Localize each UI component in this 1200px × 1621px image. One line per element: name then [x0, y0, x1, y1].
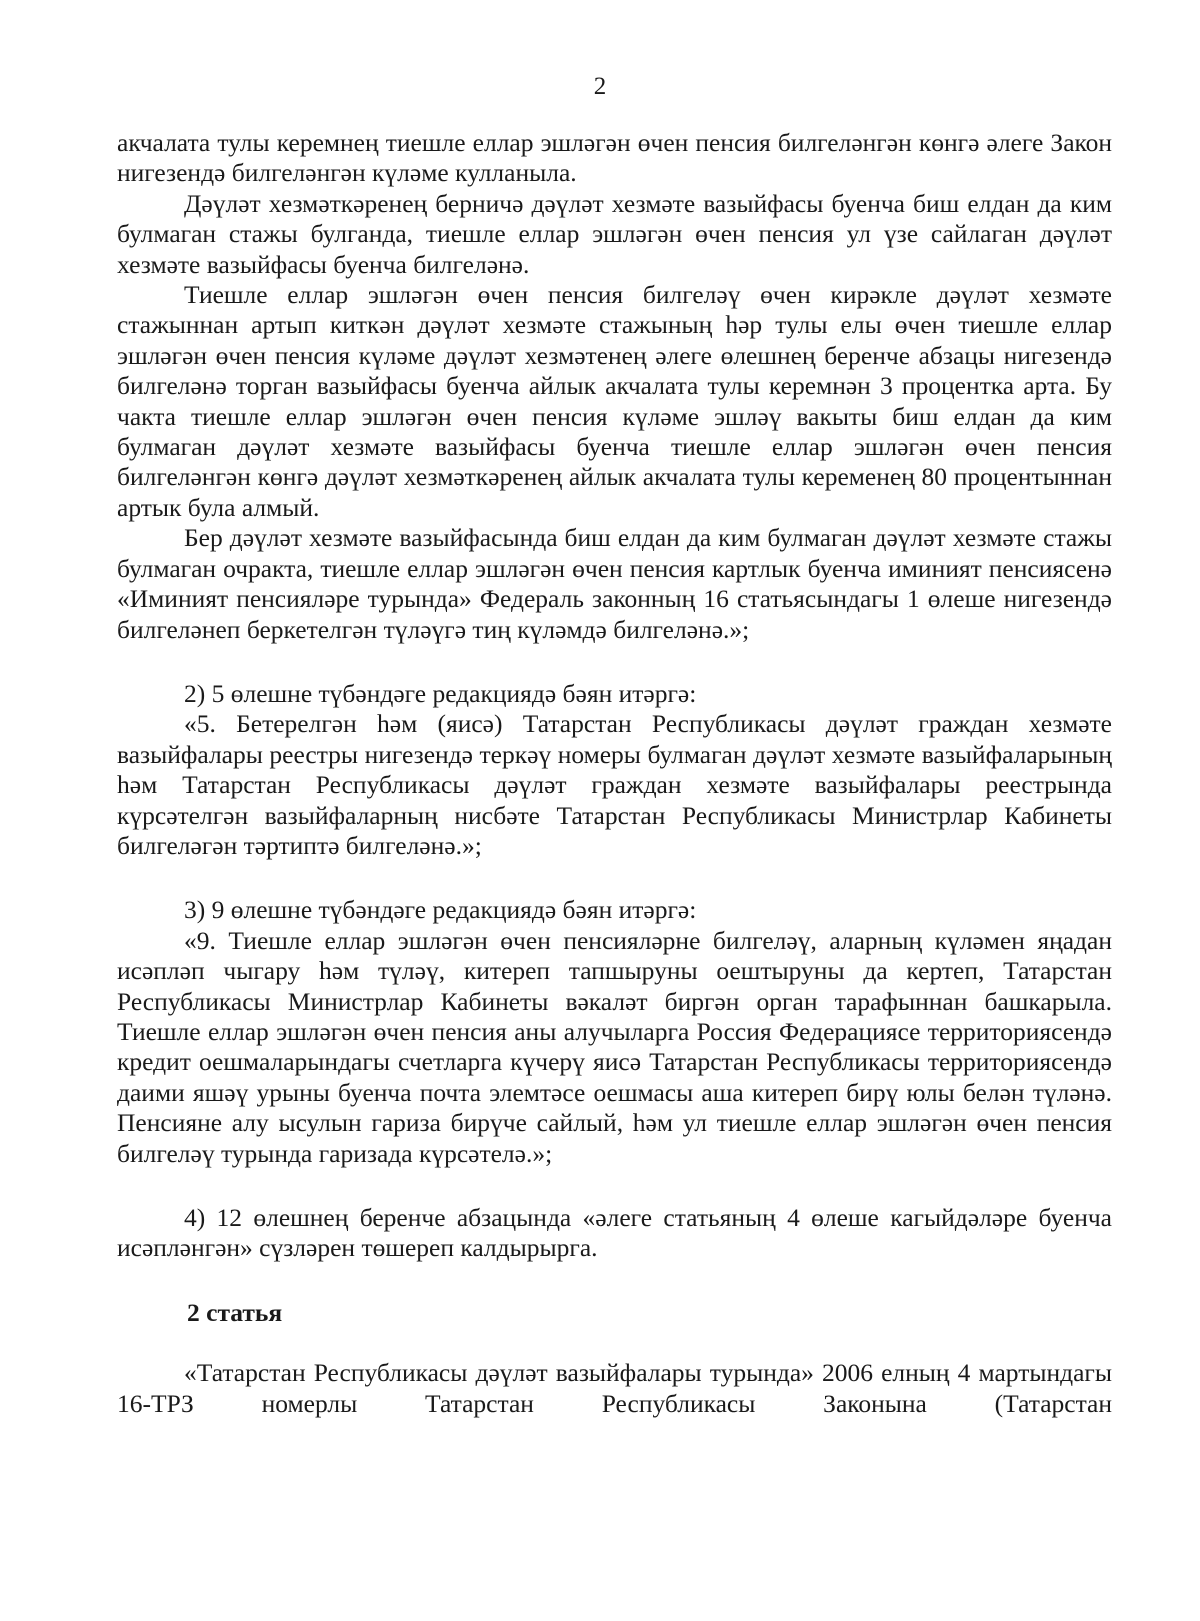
- spacer: [117, 1264, 1112, 1298]
- item-4-text: 4) 12 өлешнең беренче абзацында «әлеге статьяның 4 өлеше кагыйдәләре буенча исәпләнгән» сүзләрен төшереп калдырырга.: [117, 1203, 1112, 1263]
- paragraph-continuation: акчалата тулы керемнең тиешле еллар эшләгән өчен пенсия билгеләнгән көнгә әлеге Закон нигезендә билгеләнгән күләме кулланыла.: [117, 128, 1112, 188]
- item-2-intro: 2) 5 өлешне түбәндәге редакциядә бәян итәргә:: [184, 678, 697, 708]
- item-2-text: «5. Бетерелгән һәм (яисә) Татарстан Республикасы дәүләт граждан хезмәте вазыйфалары реестры нигезендә теркәү номеры булмаган дәүләт хезмәте вазыйфаларының һәм Татарстан Республикасы дәүләт граждан хезмәте вазыйфалары реестрында күрсәтелгән вазыйфаларның нисбәте Татарстан Республикасы Министрлар Кабинеты билгеләгән тәртиптә билгеләнә.»;: [117, 709, 1112, 860]
- spacer: [117, 1169, 1112, 1203]
- paragraph-pension-increase: Тиешле еллар эшләгән өчен пенсия билгеләү өчен кирәкле дәүләт хезмәте стажыннан артып киткән дәүләт хезмәте стажының һәр тулы елы өчен тиешле еллар эшләгән өчен пенсия күләме дәүләт хезмәтенең әлеге өлешнең беренче абзацы нигезендә билгеләнә торган вазыйфасы буенча айлык акчалата тулы керемнән 3 процентка арта. Бу чакта тиешле еллар эшләгән өчен пенсия күләме эшләү вакыты биш елдан да ким булмаган дәүләт хезмәте вазыйфасы буенча тиешле еллар эшләгән өчен пенсия билгеләнгән көнгә дәүләт хезмәткәренең айлык акчалата тулы кеременең 80 процентыннан артык була алмый.: [117, 280, 1112, 522]
- article-2-heading: 2 статья: [187, 1297, 283, 1327]
- paragraph-no-stage: Бер дәүләт хезмәте вазыйфасында биш елдан да ким булмаган дәүләт хезмәте стажы булмаган очракта, тиешле еллар эшләгән өчен пенсия картлык буенча иминият пенсиясенә «Иминият пенсияләре турында» Федераль законның 16 статьясындагы 1 өлеше нигезендә билгеләнеп беркетелгән түләүгә тиң күләмдә билгеләнә.»;: [117, 523, 1112, 644]
- item-3-intro: 3) 9 өлешне түбәндәге редакциядә бәян итәргә:: [184, 895, 697, 925]
- article-2-text: «Татарстан Республикасы дәүләт вазыйфалары турында» 2006 елның 4 мартындагы 16-ТРЗ номерлы Татарстан Республикасы Законына (Татарстан: [117, 1358, 1112, 1418]
- page-number: 2: [593, 73, 607, 100]
- spacer: [117, 1328, 1112, 1358]
- spacer: [117, 861, 1112, 895]
- spacer: [117, 645, 1112, 679]
- document-body: [117, 128, 1112, 1419]
- item-3-text: «9. Тиешле еллар эшләгән өчен пенсияләрне билгеләү, аларның күләмен яңадан исәпләп чыгару һәм түләү, китереп тапшыруны оештыруны да кертеп, Татарстан Республикасы Министрлар Кабинеты вәкаләт биргән орган тарафыннан башкарыла. Тиешле еллар эшләгән өчен пенсия аны алучыларга Россия Федерациясе территориясендә кредит оешмаларындагы счетларга күчерү яисә Татарстан Республикасы территориясендә даими яшәү урыны буенча почта элемтәсе оешмасы аша китереп бирү юлы белән түләнә. Пенсияне алу ысулын гариза бирүче сайлый, һәм ул тиешле еллар эшләгән өчен пенсия билгеләү турында гаризада күрсәтелә.»;: [117, 925, 1112, 1168]
- paragraph-multiple-positions: Дәүләт хезмәткәренең берничә дәүләт хезмәте вазыйфасы буенча биш елдан да ким булмаган стажы булганда, тиешле еллар эшләгән өчен пенсия ул үзе сайлаган дәүләт хезмәте вазыйфасы буенча билгеләнә.: [117, 188, 1112, 279]
